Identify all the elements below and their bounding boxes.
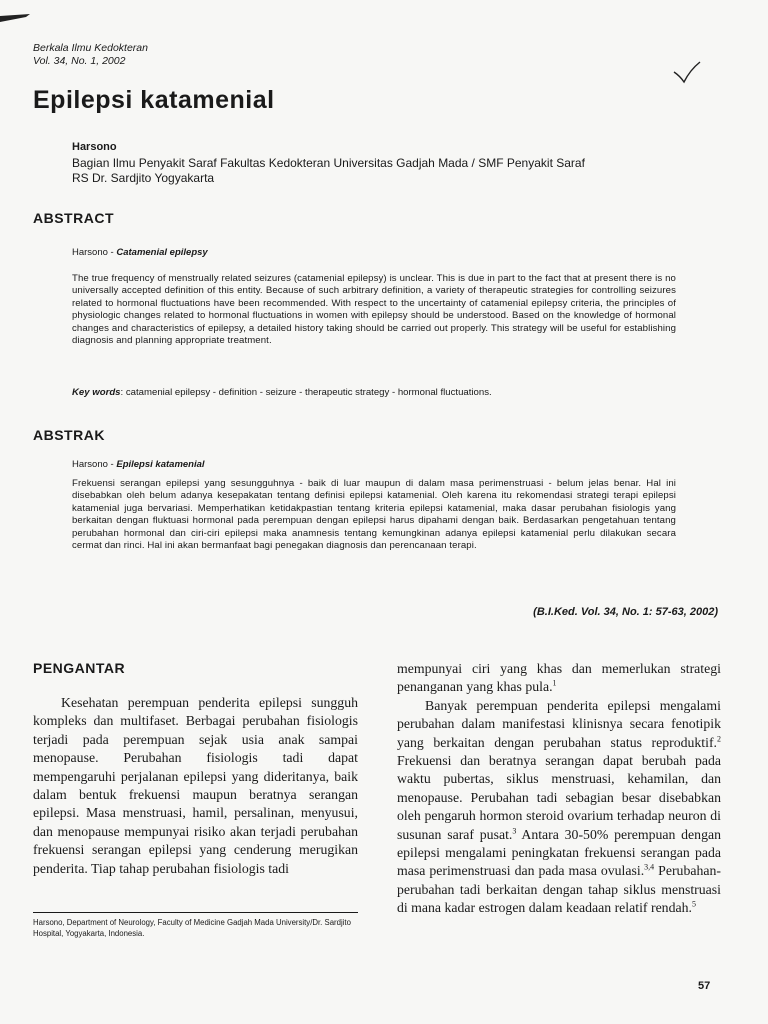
paragraph-text: Frekuensi dan beratnya serangan dapat berubah pada waktu pubertas, siklus menstruasi, kehamilan, dan menopause. Perubahan tadi sebagian besar disebabkan oleh pengaruh hormon steroid ovarium terhadap neuron di susunan saraf pusat. (397, 753, 721, 842)
abstract-heading: ABSTRACT (33, 210, 114, 226)
paragraph-text: mempunyai ciri yang khas dan memerlukan strategi penanganan yang khas pula. (397, 661, 721, 695)
reference-marker: 1 (552, 678, 557, 688)
pengantar-heading: PENGANTAR (33, 660, 126, 676)
page-number: 57 (698, 980, 711, 992)
reference-marker: 3,4 (644, 862, 655, 872)
corner-mark-icon (0, 14, 30, 28)
reference-marker: 3 (512, 826, 517, 836)
journal-volume: Vol. 34, No. 1, 2002 (33, 55, 126, 67)
article-title: Epilepsi katamenial (33, 86, 275, 114)
abstract-byline-author: Harsono - (72, 247, 117, 258)
author-name: Harsono (72, 141, 117, 153)
keywords-list: : catamenial epilepsy - definition - seizure - therapeutic strategy - hormonal fluctuations. (120, 387, 492, 398)
paragraph-text: Perubahan-perubahan tadi berkaitan dengan tahap siklus menstruasi di mana kadar estrogen dalam keadaan relatif rendah. (397, 863, 721, 916)
citation: (B.I.Ked. Vol. 34, No. 1: 57-63, 2002) (533, 606, 718, 618)
journal-name: Berkala Ilmu Kedokteran (33, 42, 148, 54)
author-block (72, 140, 742, 187)
body-right-column (397, 660, 721, 918)
author-affiliation-line2: RS Dr. Sardjito Yogyakarta (72, 171, 215, 185)
footnote: Harsono, Department of Neurology, Faculty of Medicine Gadjah Mada University/Dr. Sardjito Hospital, Yogyakarta, Indonesia. (33, 918, 351, 938)
abstract-byline-title: Catamenial epilepsy (116, 247, 208, 258)
footnote-divider (33, 912, 358, 913)
abstrak-byline-author: Harsono - (72, 459, 117, 470)
reference-marker: 2 (717, 734, 721, 744)
abstract-byline (72, 247, 208, 258)
body-left-column (33, 694, 358, 878)
keywords-label: Key words (72, 387, 121, 398)
body-paragraph-continued (397, 660, 721, 697)
body-paragraph (397, 697, 721, 918)
author-affiliation-line1: Bagian Ilmu Penyakit Saraf Fakultas Kedokteran Universitas Gadjah Mada / SMF Penyakit Saraf (72, 155, 585, 170)
paragraph-text: Banyak perempuan penderita epilepsi mengalami perubahan dalam manifestasi klinisnya secara fenotipik yang berkaitan dengan perubahan status reproduktif. (397, 697, 721, 750)
keywords-line (72, 387, 492, 398)
abstrak-byline-title: Epilepsi katamenial (116, 459, 205, 470)
abstrak-text: Frekuensi serangan epilepsi yang sesungguhnya - baik di luar maupun di dalam masa perimenstruasi - belum jelas benar. Hal ini disebabkan oleh belum adanya kesepakatan tentang definisi epilepsi katamenial. Oleh karena itu rekomendasi strategi terapi epilepsi katamenial juga bervariasi. Memperhatikan ketidakpastian tentang kriteria epilepsi katamenial, maka dasar perubahan fisiologis yang berkaitan dengan fluktuasi hormonal pada perempuan dengan epilepsi harus dipahami dengan baik. Berdasarkan pengetahuan tentang perubahan hormonal dan ciri-ciri epilepsi maka anamnesis tentang kemungkinan adanya epilepsi katamenial perlu dilakukan secara cermat dan rinci. Hal ini akan bermanfaat bagi penegakan diagnosis dan perencanaan terapi. (72, 478, 676, 552)
abstrak-byline (72, 459, 205, 470)
paragraph-text: Antara 30-50% perempuan dengan epilepsi mengalami peningkatan frekuensi serangan pada masa perimenstruasi dan pada masa ovulasi. (397, 826, 721, 879)
reference-marker: 5 (691, 899, 696, 909)
body-paragraph: Kesehatan perempuan penderita epilepsi sungguh kompleks dan multifaset. Berbagai perubahan fisiologis terjadi pada perempuan sejak usia anak sampai menopause. Perubahan fisiologis tadi dapat mempengaruhi perjalanan epilepsi yang dideritanya, baik dalam bentuk frekuensi maupun beratnya serangan epilepsi. Masa menstruasi, hamil, persalinan, menyusui, dan menopause mempunyai risiko akan terjadi perubahan frekuensi serangan epilepsi yang cenderung merugikan penderita. Tiap tahap perubahan fisiologis tadi (33, 695, 358, 876)
checkmark-icon (672, 60, 702, 84)
abstrak-heading: ABSTRAK (33, 427, 105, 443)
journal-header (33, 42, 148, 68)
abstract-text: The true frequency of menstrually related seizures (catamenial epilepsy) is unclear. This is due in part to the fact that at present there is no universally accepted definition of this entity. Because of such arbitrary definition, a variety of therapeutic strategies for controlling seizures related to hormonal fluctuations have been recommended. With respect to the uncertainty of catamenial epilepsy criteria, the principles of physiologic changes related to hormonal fluctuations in women with epilepsy should be understood. Based on the knowledge of hormonal changes and characteristics of epilepsy, a detailed history taking should be carried out properly. This strategy will be useful for establishing diagnosis and planning appropriate treatment. (72, 273, 676, 347)
